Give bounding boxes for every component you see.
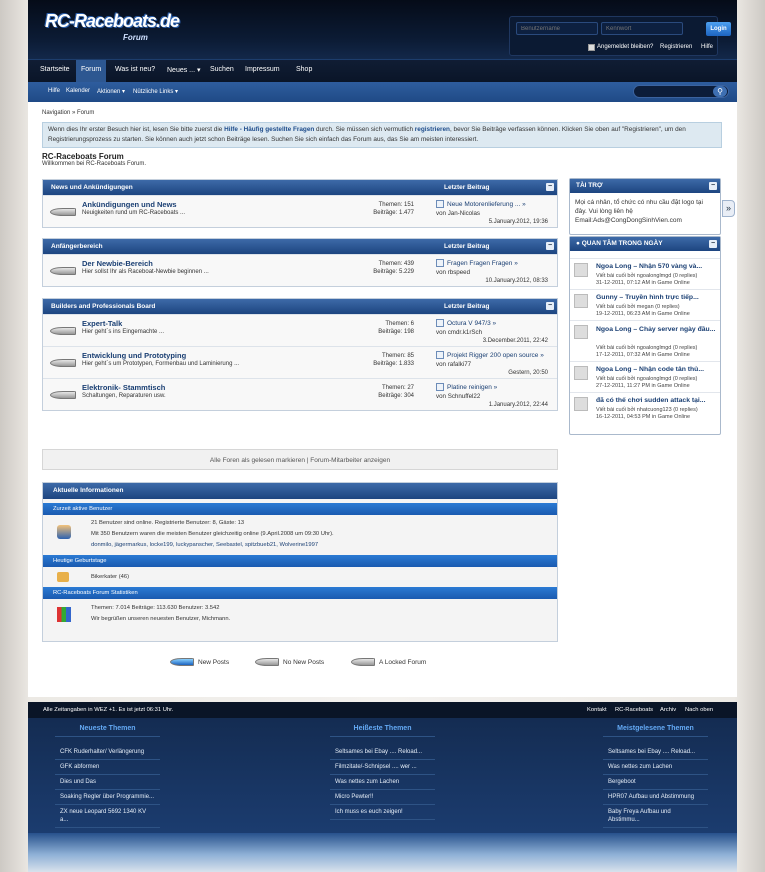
nav-startseite[interactable]: Startseite [40, 66, 70, 73]
legend-label: No New Posts [283, 659, 325, 666]
spacer [55, 737, 160, 745]
footer-thread-link[interactable]: Was nettes zum Lachen [603, 760, 708, 775]
nav-neues[interactable] [167, 66, 200, 74]
last-post-label: Letzter Beitrag [444, 243, 490, 250]
category-header[interactable] [43, 299, 557, 314]
footer-thread-link[interactable]: Dies und Das [55, 775, 160, 790]
nav-was-ist-neu[interactable]: Was ist neu? [115, 66, 156, 73]
users-icon [57, 525, 71, 539]
footer-col-newest [55, 725, 160, 828]
notice-text-2: durch. Sie müssen sich vermutlich [314, 126, 415, 133]
stats-header: RC-Raceboats Forum Statistiken [43, 587, 557, 599]
nav-shop[interactable]: Shop [296, 66, 313, 73]
subnav-aktionen[interactable] [97, 88, 125, 95]
forum-description: Hier geht´s ins Eingemachte ... [82, 329, 165, 335]
category-title: Builders and Professionals Board [51, 303, 156, 310]
locked-forum-icon [351, 658, 375, 666]
welcome-notice [42, 122, 722, 148]
collapse-icon[interactable]: − [547, 302, 553, 309]
last-post-label: Letzter Beitrag [444, 184, 490, 191]
logo-text: RC-Raceboats.de [45, 11, 180, 31]
post-count: Beiträge: 1.477 [373, 210, 414, 216]
header [28, 0, 737, 60]
footer-bar [28, 702, 737, 718]
forum-description: Hier sollst Ihr als Raceboat-Newbie beginnen ... [82, 269, 209, 275]
last-post-title[interactable] [447, 201, 526, 208]
login-button[interactable]: Login [706, 22, 731, 36]
topics-title [570, 237, 720, 251]
forum-name[interactable]: Ankündigungen und News [82, 200, 177, 209]
info-panel [42, 482, 558, 642]
expand-tab-icon[interactable]: » [722, 200, 735, 217]
register-link[interactable]: Registrieren [660, 44, 693, 50]
last-post-label: Letzter Beitrag [444, 303, 490, 310]
footer-thread-link[interactable]: ZX neue Leopard 5692 1340 KV a... [55, 805, 160, 828]
footer-thread-link[interactable]: GFK abformen [55, 760, 160, 775]
topic-author: Viết bài cuối bởi ngoalonglmgd (0 replies) [596, 345, 698, 351]
post-icon [436, 383, 444, 391]
sponsor-text: Mọi cá nhân, tổ chức có nhu cầu đặt logo tại đây. Vui lòng liên hệ Email:Ads@CongDongSinhVien.com [575, 199, 703, 224]
last-post-author[interactable]: von rafalki77 [436, 361, 472, 368]
topics-title-text: QUAN TÂM TRONG NGÀY [581, 240, 663, 247]
post-icon [436, 351, 444, 359]
footer-thread-link[interactable]: Bergeboot [603, 775, 708, 790]
post-count: Beiträge: 5.229 [373, 269, 414, 275]
search-input[interactable] [633, 85, 729, 98]
footer-link-rc-raceboats[interactable]: RC-Raceboats [615, 707, 654, 713]
topics-box [569, 236, 721, 435]
last-post-title[interactable] [447, 384, 497, 391]
help-link[interactable]: Hilfe [701, 44, 714, 50]
topic-date: 19-12-2011, 06:23 AM in Game Online [596, 311, 690, 317]
last-post-title-text: Fragen Fragen Fragen [447, 260, 513, 267]
timezone-text: Alle Zeitangaben in WEZ +1. Es ist jetzt 06:31 Uhr. [43, 707, 174, 713]
topic-author: Viết bài cuối bởi ngoalonglmgd (0 replies) [596, 376, 698, 382]
footer-gradient [28, 833, 737, 872]
newest-member[interactable]: Wir begrüßen unseren neuesten Benutzer, Michmann. [91, 616, 231, 622]
subnav-aktionen-label: Aktionen [97, 89, 121, 95]
collapse-icon[interactable]: − [710, 182, 716, 189]
collapse-icon[interactable]: − [710, 240, 716, 247]
forum-row [43, 195, 557, 227]
forum-stats [343, 201, 414, 217]
thread-count: Themen: 6 [385, 321, 414, 327]
last-post-date: Gestern, 20:50 [508, 370, 548, 376]
online-record: Mit 350 Benutzern waren die meisten Benutzer gleichzeitig online (9.April.2008 um 09:30 Uhr). [91, 531, 334, 537]
footer-link-archiv[interactable]: Archiv [660, 707, 677, 713]
thread-count: Themen: 151 [378, 202, 414, 208]
post-count: Beiträge: 198 [378, 329, 414, 335]
site-logo[interactable] [45, 11, 180, 42]
password-input[interactable] [601, 22, 683, 35]
footer-link-nach-oben[interactable]: Nach oben [685, 707, 714, 713]
topic-item [570, 289, 720, 320]
subnav-nuetzliche-links[interactable] [133, 88, 178, 95]
chevron-down-icon: ▾ [175, 89, 179, 95]
sponsor-box [569, 178, 721, 235]
forum-stats [343, 384, 414, 400]
forum-row [43, 314, 557, 346]
register-notice-link[interactable]: registrieren [414, 126, 450, 133]
post-icon [436, 200, 444, 208]
topic-date: 27-12-2011, 11:27 PM in Game Online [596, 383, 690, 389]
topic-title[interactable]: đã có thể chơi sudden attack tại... [596, 397, 706, 404]
last-post-date: 5.January.2012, 19:36 [488, 219, 548, 225]
forum-name[interactable]: Elektronik- Stammtisch [82, 383, 166, 392]
forum-status-icon [50, 359, 76, 367]
footer-thread-link[interactable]: Ich muss es euch zeigen! [330, 805, 435, 820]
nav-forum[interactable]: Forum [76, 60, 106, 82]
topic-author: Viết bài cuối bởi ngoalonglmgd (0 replies) [596, 273, 698, 279]
footer-col-title: Heißeste Themen [330, 725, 435, 737]
remember-checkbox[interactable] [588, 44, 595, 51]
nav-suchen[interactable]: Suchen [210, 66, 234, 73]
forum-name[interactable]: Der Newbie-Bereich [82, 259, 153, 268]
online-users-list[interactable]: donmilo, jägermarkus, locke199, luckypanscher, Seebastel, spitzbueb21, Wolverine1997 [91, 542, 319, 548]
footer-thread-link[interactable]: Seltsames bei Ebay .... Reload... [603, 745, 708, 760]
last-post-title-text: Octura V 947/3 [447, 320, 491, 327]
category-header[interactable] [43, 239, 557, 254]
category-title: News und Ankündigungen [51, 184, 133, 191]
footer-thread-link[interactable]: Seltsames bei Ebay .... Reload... [330, 745, 435, 760]
last-post-title[interactable] [447, 260, 518, 267]
stats-line: Themen: 7.014 Beiträge: 113.630 Benutzer: 3.542 [91, 605, 220, 611]
post-count: Beiträge: 1.833 [373, 361, 414, 367]
sponsor-title [570, 179, 720, 193]
nav-neues-label: Neues ... [167, 67, 196, 74]
chevron-down-icon: ▾ [196, 67, 201, 74]
notice-text-3: , bevor Sie Beiträge verfassen können. Klicken Sie oben auf "Registrieren", um den Registrierungsprozess zu starten. Sie können auch jetzt schon Beiträge lesen. Suchen Sie sich einfach das Forum aus, das Sie am meisten interessiert. [48, 126, 686, 143]
subnav-hilfe[interactable]: Hilfe [48, 88, 61, 94]
footer-thread-link[interactable]: Filmzitate/-Schnipsel .... wer ... [330, 760, 435, 775]
forum-row [43, 378, 557, 410]
footer-col-hottest [330, 725, 435, 820]
avatar [574, 366, 588, 380]
footer-thread-link[interactable]: Soaking Regler über Programmie... [55, 790, 160, 805]
last-post-title[interactable] [447, 320, 496, 327]
category-header[interactable] [43, 180, 557, 195]
info-title: Aktuelle Informationen [43, 483, 557, 499]
search-icon[interactable]: ⚲ [713, 86, 727, 97]
forum-stats [343, 320, 414, 336]
category-anfaenger [42, 238, 558, 287]
faq-link[interactable]: Hilfe - Häufig gestellte Fragen [224, 126, 315, 133]
arrow-right-icon[interactable]: » [540, 352, 544, 359]
post-count: Beiträge: 304 [378, 393, 414, 399]
footer-col-title: Meistgelesene Themen [603, 725, 708, 737]
legend-no-new-posts [283, 659, 324, 666]
arrow-right-icon[interactable]: » [522, 201, 526, 208]
avatar [574, 325, 588, 339]
forum-status-icon [50, 327, 76, 335]
forum-row [43, 346, 557, 378]
topic-author: Viết bài cuối bởi nhatcuong123 (0 replies) [596, 407, 698, 413]
topic-title[interactable]: Ngoa Long – Nhận 570 vàng và... [596, 263, 703, 270]
forum-row [43, 254, 557, 286]
page [28, 0, 737, 872]
subnav-kalender[interactable]: Kalender [66, 88, 91, 94]
forum-description: Neuigkeiten rund um RC-Raceboats ... [82, 210, 186, 216]
sponsor-title-text: TÀI TRỢ [576, 182, 603, 189]
avatar [574, 263, 588, 277]
notice-text-1: Wenn dies Ihr erster Besuch hier ist, lesen Sie bitte zuerst die [48, 126, 225, 133]
footer-thread-link[interactable]: HPR07 Aufbau und Abstimmung [603, 790, 708, 805]
category-news [42, 179, 558, 228]
main-nav [28, 60, 737, 82]
legend-new-posts [198, 659, 229, 666]
forum-stats [343, 260, 414, 276]
chevron-down-icon: ▾ [122, 89, 126, 95]
logo-subtext: Forum [123, 33, 148, 42]
topic-date: 17-12-2011, 07:32 AM in Game Online [596, 352, 690, 358]
username-input[interactable] [516, 22, 598, 35]
topic-item [570, 392, 720, 423]
topic-date: 16-12-2011, 04:53 PM in Game Online [596, 414, 691, 420]
forum-status-icon [50, 391, 76, 399]
page-subtitle: Willkommen bei RC-Raceboats Forum. [42, 161, 147, 167]
stats-chart-icon [57, 607, 71, 622]
collapse-icon[interactable]: − [547, 242, 553, 249]
forum-name[interactable]: Expert-Talk [82, 319, 123, 328]
topic-item [570, 258, 720, 289]
category-title: Anfängerbereich [51, 243, 103, 250]
online-header[interactable]: Zurzeit aktive Benutzer [43, 503, 557, 515]
no-new-posts-icon [255, 658, 279, 666]
last-post-title-text: Platine reinigen [447, 384, 492, 391]
online-count: 21 Benutzer sind online. Registrierte Benutzer: 8, Gäste: 13 [91, 520, 245, 526]
last-post-title[interactable] [447, 352, 544, 359]
footer-thread-link[interactable]: Micro Pewter!! [330, 790, 435, 805]
footer-columns [28, 718, 737, 833]
birthday-user[interactable]: Bikerkater (46) [91, 574, 130, 580]
footer-col-most-read [603, 725, 708, 828]
last-post-date: 3.December.2011, 22:42 [482, 338, 548, 344]
category-builders [42, 298, 558, 411]
last-post-author[interactable]: von rbspeed [436, 269, 471, 276]
topic-title[interactable]: Ngoa Long – Nhận code tân thủ... [596, 366, 704, 373]
thread-count: Themen: 85 [381, 353, 414, 359]
topic-item [570, 320, 720, 361]
footer-thread-link[interactable]: Was nettes zum Lachen [330, 775, 435, 790]
legend-locked [379, 659, 426, 666]
breadcrumb[interactable]: Navigation » Forum [42, 110, 95, 116]
forum-description: Schaltungen, Reparaturen usw. [82, 393, 166, 399]
last-post-date: 1.January.2012, 22:44 [488, 402, 548, 408]
avatar [574, 397, 588, 411]
topic-item [570, 361, 720, 392]
footer-thread-link[interactable]: Baby Freya Aufbau und Abstimmu... [603, 805, 708, 828]
arrow-right-icon[interactable]: » [492, 320, 497, 327]
page-title: RC-Raceboats Forum [42, 152, 124, 161]
topic-title[interactable]: Ngoa Long – Chảy server ngày đầu... [596, 326, 716, 333]
footer-col-title: Neueste Themen [55, 725, 160, 737]
post-icon [436, 319, 444, 327]
sub-nav [28, 82, 737, 102]
thread-count: Themen: 27 [381, 385, 414, 391]
topic-title[interactable]: Gunny – Truyền hình trực tiếp... [596, 294, 699, 301]
remember-label: Angemeldet bleiben? [597, 44, 654, 50]
post-icon [436, 259, 444, 267]
last-post-author[interactable]: von cmdr.k1rSch [436, 329, 483, 336]
subnav-links-label: Nützliche Links [133, 89, 174, 95]
legend-label: A Locked Forum [379, 659, 427, 666]
mark-read-bar[interactable]: Alle Foren als gelesen markieren | Forum-Mitarbeiter anzeigen [42, 449, 558, 470]
topic-date: 31-12-2011, 07:12 AM in Game Online [596, 280, 690, 286]
spacer [570, 251, 720, 258]
forum-stats [343, 352, 414, 368]
last-post-title-text: Neue Motorenlieferung ... [447, 201, 521, 208]
footer-link-kontakt[interactable]: Kontakt [587, 707, 607, 713]
arrow-right-icon[interactable]: » [514, 260, 518, 267]
thread-count: Themen: 439 [378, 261, 414, 267]
new-posts-icon [170, 658, 194, 666]
main-content [28, 102, 737, 697]
last-post-title-text: Projekt Rigger 200 open source [447, 352, 539, 359]
forum-description: Hier geht´s um Prototypen, Formenbau und Laminierung ... [82, 361, 240, 367]
collapse-icon[interactable]: − [547, 183, 553, 190]
spacer [603, 737, 708, 745]
nav-impressum[interactable]: Impressum [245, 66, 280, 73]
arrow-right-icon[interactable]: » [493, 384, 498, 391]
last-post-author[interactable]: von Schnuffel22 [436, 393, 481, 400]
avatar [574, 294, 588, 308]
forum-status-icon [50, 208, 76, 216]
footer-thread-link[interactable]: CFK Ruderhalter/ Verlängerung [55, 745, 160, 760]
user-icon: ● [576, 240, 580, 247]
topic-author: Viết bài cuối bởi megan (0 replies) [596, 304, 680, 310]
forum-status-icon [50, 267, 76, 275]
legend-label: New Posts [198, 659, 230, 666]
spacer [330, 737, 435, 745]
birthday-cake-icon [57, 572, 69, 582]
last-post-date: 10.January.2012, 08:33 [485, 278, 548, 284]
forum-name[interactable]: Entwicklung und Prototyping [82, 351, 187, 360]
birthday-header: Heutige Geburtstage [43, 555, 557, 567]
last-post-author[interactable]: von Jan-Nicolas [436, 210, 481, 217]
